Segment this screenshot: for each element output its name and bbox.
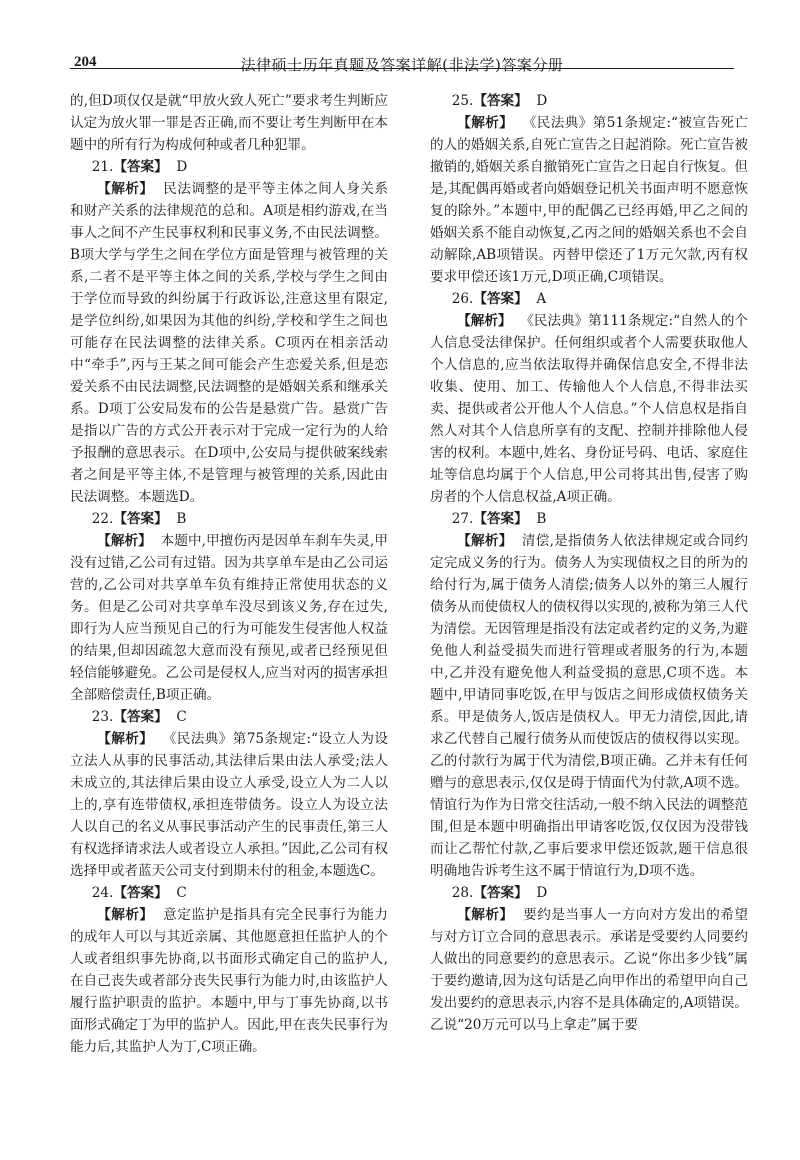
analysis-text: 要约是当事人一方向对方发出的希望与对方订立合同的意思表示。承诺是受要约人同要约人做出的同意要约的意思表示。乙说“你出多少钱”属于要约邀请,因为这句话是乙向甲作出的希望甲向自己发出要约的意思表示,内容不是具体确定的,A项错误。乙说“20万元可以马上拿走”属于要 bbox=[430, 907, 748, 1033]
answer-label: 【答案】 bbox=[113, 511, 168, 527]
analysis-24 bbox=[70, 904, 388, 1058]
question-number: 28. bbox=[451, 885, 474, 901]
question-number: 25. bbox=[451, 93, 474, 109]
header-divider bbox=[70, 68, 734, 69]
analysis-text: 《民法典》第111条规定:“自然人的个人信息受法律保护。任何组织或者个人需要获取他人个人信息的,应当依法取得并确保信息安全,不得非法收集、使用、加工、传输他人个人信息,不得非法买卖、提供或者公开他人个人信息。”个人信息权是指自然人对其个人信息所享有的支配、控制并排除他人侵害的权利。本题中,姓名、身份证号码、电话、家庭住址等信息均属于个人信息,甲公司将其出售,侵害了购房者的个人信息权益,A项正确。 bbox=[430, 313, 749, 505]
analysis-label: 【解析】 bbox=[457, 313, 512, 329]
analysis-text: 《民法典》第75条规定:“设立人为设立法人从事的民事活动,其法律后果由法人承受;法人未成立的,其法律后果由设立人承受,设立人为二人以上的,享有连带债权,承担连带债务。设立人为设立法人以自己的名义从事民事活动产生的民事责任,第三人有权选择请求法人或者设立人承担。”因此,乙公司有权选择甲或者蓝天公司支付到期未付的租金,本题选C。 bbox=[70, 731, 388, 879]
analysis-28 bbox=[430, 904, 748, 1036]
right-column bbox=[430, 90, 748, 1036]
question-number: 23. bbox=[91, 709, 114, 725]
analysis-23 bbox=[70, 728, 388, 882]
answer-22 bbox=[70, 508, 388, 530]
answer-25 bbox=[430, 90, 748, 112]
analysis-text: 意定监护是指具有完全民事行为能力的成年人可以与其近亲属、其他愿意担任监护人的个人或者组织事先协商,以书面形式确定自己的监护人,在自己丧失或者部分丧失民事行为能力时,由该监护人履行监护职责的监护。本题中,甲与丁事先协商,以书面形式确定丁为甲的监护人。因此,甲在丧失民事行为能力后,其监护人为丁,C项正确。 bbox=[70, 907, 388, 1055]
question-number: 24. bbox=[91, 885, 114, 901]
analysis-label: 【解析】 bbox=[97, 731, 154, 747]
left-column bbox=[70, 90, 388, 1058]
answer-label: 【答案】 bbox=[113, 159, 168, 175]
analysis-label: 【解析】 bbox=[97, 907, 154, 923]
analysis-label: 【解析】 bbox=[457, 533, 513, 549]
analysis-21 bbox=[70, 178, 388, 508]
continued-paragraph: 的,但D项仅仅是就“甲放火致人死亡”要求考生判断应认定为放火罪一罪是否正确,而不要让考生判断甲在本题中的所有行为构成何种或者几种犯罪。 bbox=[70, 93, 388, 153]
analysis-26 bbox=[430, 310, 748, 508]
analysis-22 bbox=[70, 530, 388, 706]
question-number: 21. bbox=[91, 159, 114, 175]
page-number: 204 bbox=[74, 54, 97, 70]
answer-23 bbox=[70, 706, 388, 728]
answer-value: B bbox=[176, 511, 187, 527]
analysis-text: 民法调整的是平等主体之间人身关系和财产关系的法律规范的总和。A项是相约游戏,在当事人之间不产生民事权利和民事义务,不由民法调整。B项大学与学生之间在学位方面是管理与被管理的关系,二者不是平等主体之间的关系,学校与学生之间由于学位而导致的纠纷属于行政诉讼,注意这里有限定,是学位纠纷,如果因为其他的纠纷,学校和学生之间也可能存在民法调整的法律关系。C项丙在相亲活动中“牵手”,丙与王某之间可能会产生恋爱关系,但是恋爱关系不由民法调整,民法调整的是婚姻关系和继承关系。D项丁公安局发布的公告是悬赏广告。悬赏广告是指以广告的方式公开表示对于完成一定行为的人给予报酬的意思表示。在D项中,公安局与提供破案线索者之间是平等主体,不是管理与被管理的关系,因此由民法调整。本题选D。 bbox=[70, 181, 388, 505]
analysis-label: 【解析】 bbox=[97, 533, 152, 549]
analysis-label: 【解析】 bbox=[457, 907, 514, 923]
answer-label: 【答案】 bbox=[473, 291, 528, 307]
answer-label: 【答案】 bbox=[473, 511, 528, 527]
answer-27 bbox=[430, 508, 748, 530]
answer-value: C bbox=[176, 709, 187, 725]
book-title: 法律硕士历年真题及答案详解(非法学)答案分册 bbox=[240, 56, 564, 74]
answer-value: D bbox=[536, 885, 548, 901]
analysis-27 bbox=[430, 530, 748, 882]
analysis-text: 清偿,是指债务人依法律规定或合同约定完成义务的行为。债务人为实现债权之目的所为的给付行为,属于债务人清偿;债务人以外的第三人履行债务从而使债权人的债权得以实现的,被称为第三人代为清偿。无因管理是指没有法定或者约定的义务,为避免他人利益受损失而进行管理或者服务的行为,本题中,乙并没有避免他人利益受损的意思,C项不选。本题中,甲请同事吃饭,在甲与饭店之间形成债权债务关系。甲是债务人,饭店是债权人。甲无力清偿,因此,请求乙代替自己履行债务从而使饭店的债权得以实现。乙的付款行为属于代为清偿,B项正确。乙并未有任何赠与的意思表示,仅仅是碍于情面代为付款,A项不选。情谊行为作为日常交往活动,一般不纳入民法的调整范围,但是本题中明确指出甲请客吃饭,仅仅因为没带钱而让乙帮忙付款,乙事后要求甲偿还饭款,题干信息很明确地告诉考生这不属于情谊行为,D项不选。 bbox=[430, 533, 748, 879]
answer-value: A bbox=[536, 291, 547, 307]
question-number: 26. bbox=[451, 291, 474, 307]
analysis-label: 【解析】 bbox=[97, 181, 154, 197]
question-number: 22. bbox=[91, 511, 114, 527]
answer-26 bbox=[430, 288, 748, 310]
answer-value: D bbox=[536, 93, 548, 109]
analysis-label: 【解析】 bbox=[457, 115, 514, 131]
answer-value: B bbox=[536, 511, 547, 527]
analysis-text: 本题中,甲擅伤丙是因单车刹车失灵,甲没有过错,乙公司有过错。因为共享单车是由乙公司运营的,乙公司对共享单车负有维持正常使用状态的义务。但是乙公司对共享单车没尽到该义务,存在过失,即行为人应当预见自己的行为可能发生侵害他人权益的结果,但却因疏忽大意而没有预见,或者已经预见但轻信能够避免。乙公司是侵权人,应当对丙的损害承担全部赔偿责任,B项正确。 bbox=[70, 533, 388, 703]
answer-label: 【答案】 bbox=[473, 885, 528, 901]
answer-21 bbox=[70, 156, 388, 178]
answer-label: 【答案】 bbox=[113, 885, 168, 901]
answer-value: C bbox=[176, 885, 187, 901]
answer-label: 【答案】 bbox=[473, 93, 528, 109]
question-number: 27. bbox=[451, 511, 474, 527]
answer-label: 【答案】 bbox=[113, 709, 168, 725]
answer-28 bbox=[430, 882, 748, 904]
answer-value: D bbox=[176, 159, 188, 175]
answer-24 bbox=[70, 882, 388, 904]
analysis-25 bbox=[430, 112, 748, 288]
analysis-text: 《民法典》第51条规定:“被宣告死亡的人的婚姻关系,自死亡宣告之日起消除。死亡宣告被撤销的,婚姻关系自撤销死亡宣告之日起自行恢复。但是,其配偶再婚或者向婚姻登记机关书面声明不愿意恢复的除外。”本题中,甲的配偶乙已经再婚,甲乙之间的婚姻关系不能自动恢复,乙丙之间的婚姻关系也不会自动解除,AB项错误。丙替甲偿还了1万元欠款,丙有权要求甲偿还该1万元,D项正确,C项错误。 bbox=[430, 115, 748, 285]
